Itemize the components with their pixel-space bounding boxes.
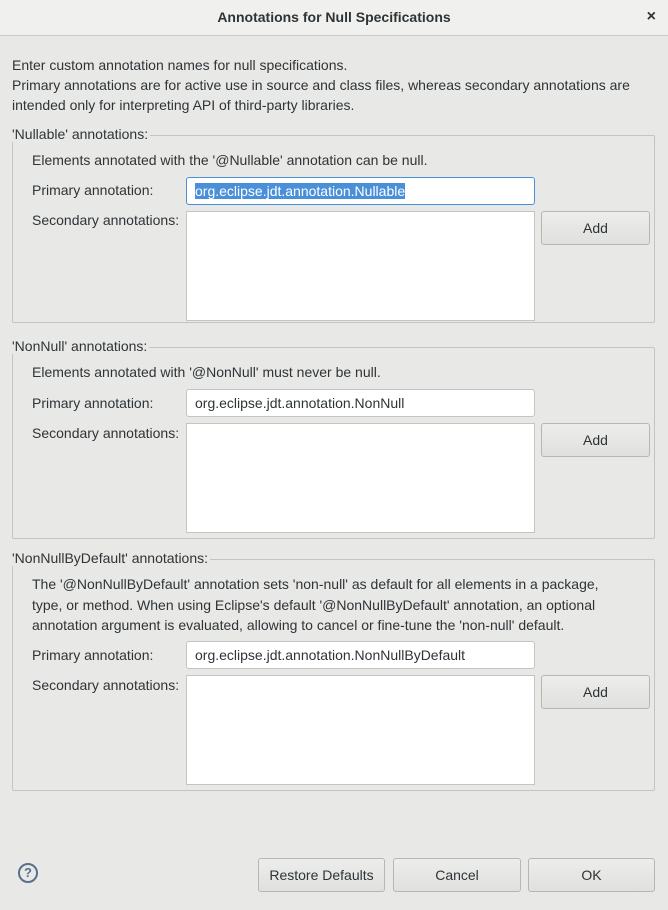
nonnullbydefault-description: The '@NonNullByDefault' annotation sets 'non-null' as default for all elements in a package, [32, 576, 599, 592]
nonnullbydefault-primary-label: Primary annotation: [32, 647, 154, 663]
nonnullbydefault-description: annotation argument is evaluated, allowing to cancel or fine-tune the 'non-null' default. [32, 617, 565, 633]
nullable-secondary-label: Secondary annotations: [32, 212, 180, 228]
nonnull-secondary-list[interactable] [186, 423, 535, 533]
help-icon[interactable]: ? [18, 863, 38, 883]
intro-text: Primary annotations are for active use in source and class files, whereas secondary annotations are [12, 77, 630, 93]
intro-text: intended only for interpreting API of third-party libraries. [12, 97, 355, 113]
nonnullbydefault-description: type, or method. When using Eclipse's default '@NonNullByDefault' annotation, an optional [32, 597, 596, 613]
nonnull-secondary-label: Secondary annotations: [32, 425, 180, 441]
nonnull-primary-label: Primary annotation: [32, 395, 154, 411]
nonnull-add-button[interactable]: Add [541, 423, 650, 457]
title-bar [0, 0, 668, 36]
nonnullbydefault-legend: 'NonNullByDefault' annotations: [12, 550, 209, 566]
nonnullbydefault-primary-input[interactable]: org.eclipse.jdt.annotation.NonNullByDefault [186, 641, 535, 669]
cancel-button[interactable]: Cancel [393, 858, 521, 892]
nullable-description: Elements annotated with the '@Nullable' annotation can be null. [32, 152, 428, 168]
nullable-primary-label: Primary annotation: [32, 182, 154, 198]
nullable-add-button[interactable]: Add [541, 211, 650, 245]
ok-button[interactable]: OK [528, 858, 655, 892]
nonnull-description: Elements annotated with '@NonNull' must never be null. [32, 364, 381, 380]
nullable-secondary-list[interactable] [186, 211, 535, 321]
dialog-title: Annotations for Null Specifications [217, 9, 451, 25]
nonnull-legend: 'NonNull' annotations: [12, 338, 148, 354]
restore-defaults-button[interactable]: Restore Defaults [258, 858, 385, 892]
nonnullbydefault-add-button[interactable]: Add [541, 675, 650, 709]
nullable-primary-input[interactable]: org.eclipse.jdt.annotation.Nullable [186, 177, 535, 205]
intro-text: Enter custom annotation names for null specifications. [12, 57, 348, 73]
nullable-legend: 'Nullable' annotations: [12, 126, 149, 142]
close-icon[interactable]: × [646, 8, 656, 25]
nonnullbydefault-secondary-label: Secondary annotations: [32, 677, 180, 693]
nonnull-primary-input[interactable]: org.eclipse.jdt.annotation.NonNull [186, 389, 535, 417]
nonnullbydefault-secondary-list[interactable] [186, 675, 535, 785]
